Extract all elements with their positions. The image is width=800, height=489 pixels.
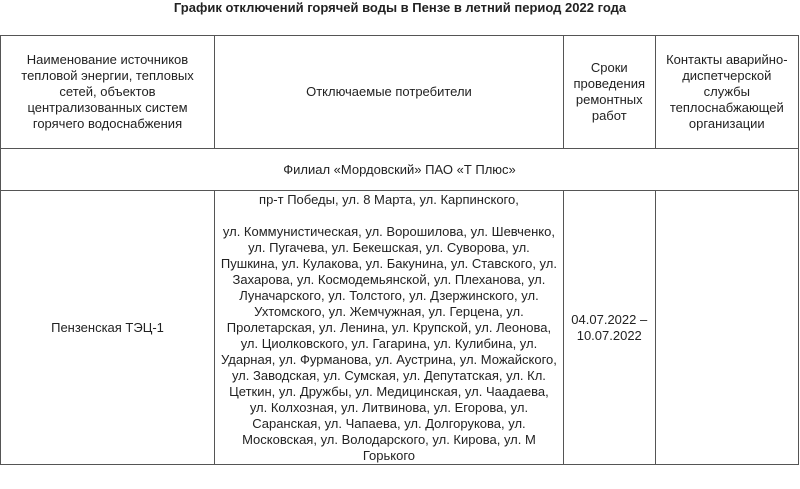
page-title: График отключений горячей воды в Пензе в летний период 2022 года [173,0,627,15]
table-row [1,191,799,465]
consumers-cell [214,191,563,465]
branch-row [1,149,799,191]
header-source: Наименование источников тепловой энергии, тепловых сетей, объектов централизованных систем горячего водоснабжения [1,36,215,149]
dates-cell: 04.07.2022 – 10.07.2022 [563,191,655,465]
table-header-row [1,36,799,149]
source-cell: Пензенская ТЭЦ-1 [1,191,215,465]
contacts-cell [655,191,798,465]
outage-schedule-table [0,35,799,465]
header-dates: Сроки проведения ремонтных работ [563,36,655,149]
header-contacts: Контакты аварийно-диспетчерской службы теплоснабжающей организации [655,36,798,149]
consumers-street-list: ул. Коммунистическая, ул. Ворошилова, ул. Шевченко, ул. Пугачева, ул. Бекешская, ул. Суворова, ул. Пушкина, ул. Кулакова, ул. Бакунина, ул. Ставского, ул. Захарова, ул. Космодемьянской, ул. Плеханова, ул. Луначарского, ул. Толстого, ул. Дзержинского, ул. Ухтомского, ул. Жемчужная, ул. Герцена, ул. Пролетарская, ул. Ленина, ул. Крупской, ул. Леонова, ул. Циолковского, ул. Гагарина, ул. Кулибина, ул. Ударная, ул. Фурманова, ул. Аустрина, ул. Можайского, ул. Заводская, ул. Сумская, ул. Депутатская, ул. Кл. Цеткин, ул. Дружбы, ул. Медицинская, ул. Чаадаева, ул. Колхозная, ул. Литвинова, ул. Егорова, ул. Саранская, ул. Чапаева, ул. Долгорукова, ул. Московская, ул. Володарского, ул. Кирова, ул. М Горького [220,224,557,463]
branch-name: Филиал «Мордовский» ПАО «Т Плюс» [1,149,799,191]
header-consumers: Отключаемые потребители [214,36,563,149]
consumers-first-line: пр-т Победы, ул. 8 Марта, ул. Карпинского, [259,192,519,207]
